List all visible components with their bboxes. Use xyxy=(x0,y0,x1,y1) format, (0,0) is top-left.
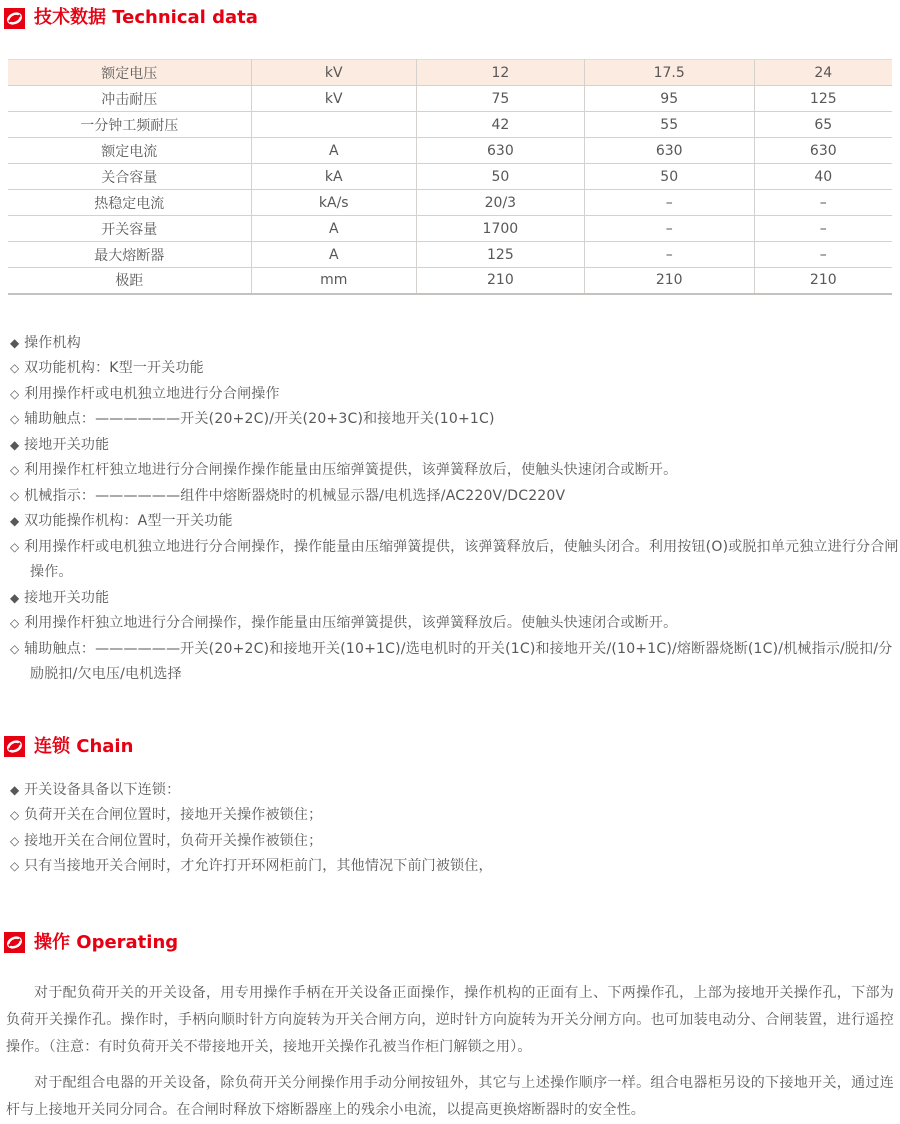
bullet-item xyxy=(10,356,900,382)
table-cell: 210 xyxy=(754,268,892,294)
operating-paragraphs xyxy=(0,980,900,1124)
table-cell: 17.5 xyxy=(584,60,754,86)
bullet-item xyxy=(10,803,900,829)
table-row xyxy=(8,164,892,190)
table-cell: 65 xyxy=(754,112,892,138)
hollow-diamond-icon: ◇ xyxy=(10,641,20,656)
table-cell: 一分钟工频耐压 xyxy=(8,112,251,138)
section-header-operating xyxy=(0,932,900,954)
filled-diamond-icon: ◆ xyxy=(10,437,20,452)
bullet-item xyxy=(10,637,900,688)
paragraph: 对于配负荷开关的开关设备，用专用操作手柄在开关设备正面操作，操作机构的正面有上、下两操作孔，上部为接地开关操作孔，下部为负荷开关操作孔。操作时，手柄向顺时针方向旋转为开关合闸方向，逆时针方向旋转为开关分闸方向。也可加装电动分、合闸装置，进行遥控操作。（注意：有时负荷开关不带接地开关，接地开关操作孔被当作柜门解锁之用）。 xyxy=(6,984,894,1055)
hollow-diamond-icon: ◇ xyxy=(10,361,20,375)
table-cell: 热稳定电流 xyxy=(8,190,251,216)
section-header-chain xyxy=(0,736,900,758)
table-cell: 最大熔断器 xyxy=(8,242,251,268)
section-header-technical-data xyxy=(0,0,900,29)
bullet-item xyxy=(10,484,900,510)
brand-logo-icon xyxy=(4,932,25,953)
bullet-item xyxy=(10,611,900,637)
table-cell: 20/3 xyxy=(416,190,584,216)
bullet-text: 接地开关功能 xyxy=(19,589,110,606)
bullet-item xyxy=(10,535,900,586)
bullet-text: 利用操作杠杆独立地进行分合闸操作操作能量由压缩弹簧提供，该弹簧释放后，使触头快速闭合或断开。 xyxy=(19,462,678,478)
hollow-diamond-icon: ◇ xyxy=(10,808,20,822)
table-cell: 630 xyxy=(584,138,754,164)
filled-diamond-icon: ◆ xyxy=(10,335,20,350)
bullet-text: 利用操作杆或电机独立地进行分合闸操作 xyxy=(19,385,280,402)
bullet-text: 双功能机构：K型一开关功能 xyxy=(19,360,204,376)
bullet-item xyxy=(10,778,900,804)
section-title: 连锁 Chain xyxy=(34,735,134,757)
section-title: 操作 Operating xyxy=(34,931,179,953)
table-row xyxy=(8,268,892,294)
table-cell: 冲击耐压 xyxy=(8,86,251,112)
hollow-diamond-icon: ◇ xyxy=(10,412,20,426)
table-cell: 95 xyxy=(584,86,754,112)
table-cell: – xyxy=(584,190,754,216)
table-cell xyxy=(251,112,416,138)
hollow-diamond-icon: ◇ xyxy=(10,488,20,503)
bullet-text: 只有当接地开关合闸时，才允许打开环网柜前门，其他情况下前门被锁住， xyxy=(19,858,493,874)
table-cell: A xyxy=(251,242,416,268)
hollow-diamond-icon: ◇ xyxy=(10,386,20,401)
filled-diamond-icon: ◆ xyxy=(10,590,20,605)
table-cell: 55 xyxy=(584,112,754,138)
table-cell: 额定电流 xyxy=(8,138,251,164)
table-cell: A xyxy=(251,216,416,242)
table-cell: – xyxy=(584,216,754,242)
table-cell: kA/s xyxy=(251,190,416,216)
bullet-item xyxy=(10,829,900,855)
filled-diamond-icon: ◆ xyxy=(10,782,20,797)
table-cell: 75 xyxy=(416,86,584,112)
table-row xyxy=(8,112,892,138)
bullet-text: 利用操作杆或电机独立地进行分合闸操作，操作能量由压缩弹簧提供，该弹簧释放后，使触头闭合。利用按钮(O)或脱扣单元独立进行分合闸操作。 xyxy=(19,538,899,580)
hollow-diamond-icon: ◇ xyxy=(10,616,20,630)
table-cell: 210 xyxy=(416,268,584,294)
bullet-item xyxy=(10,382,900,408)
table-cell: 125 xyxy=(754,86,892,112)
technical-data-table xyxy=(8,59,892,295)
table-cell: A xyxy=(251,138,416,164)
table-cell: 125 xyxy=(416,242,584,268)
bullet-text: 接地开关在合闸位置时，负荷开关操作被锁住； xyxy=(19,832,323,849)
table-cell: 630 xyxy=(416,138,584,164)
brand-logo-icon xyxy=(4,8,25,29)
table-cell: 关合容量 xyxy=(8,164,251,190)
bullet-item xyxy=(10,331,900,357)
mechanism-list xyxy=(10,331,900,688)
bullet-text: 机械指示：——————组件中熔断器烧时的机械显示器/电机选择/AC220V/DC220V xyxy=(19,487,566,504)
bullet-text: 开关设备具备以下连锁： xyxy=(19,781,181,798)
bullet-item xyxy=(10,407,900,433)
bullet-text: 接地开关功能 xyxy=(19,436,110,453)
filled-diamond-icon: ◆ xyxy=(10,514,20,528)
table-cell: 开关容量 xyxy=(8,216,251,242)
spec-table-body xyxy=(8,60,892,294)
table-row xyxy=(8,86,892,112)
hollow-diamond-icon: ◇ xyxy=(10,463,20,477)
table-cell: 42 xyxy=(416,112,584,138)
bullet-text: 辅助触点：——————开关(20+2C)/开关(20+3C)和接地开关(10+1C) xyxy=(19,411,495,427)
table-cell: 极距 xyxy=(8,268,251,294)
bullet-text: 操作机构 xyxy=(19,334,81,351)
bullet-item xyxy=(10,458,900,484)
bullet-item xyxy=(10,509,900,535)
table-cell: 1700 xyxy=(416,216,584,242)
table-cell: 210 xyxy=(584,268,754,294)
section-title: 技术数据 Technical data xyxy=(34,7,258,28)
chain-list xyxy=(10,778,900,880)
table-cell: kV xyxy=(251,60,416,86)
table-cell: 630 xyxy=(754,138,892,164)
table-cell: 40 xyxy=(754,164,892,190)
bullet-item xyxy=(10,586,900,612)
table-cell: – xyxy=(754,216,892,242)
hollow-diamond-icon: ◇ xyxy=(10,539,20,554)
table-row xyxy=(8,138,892,164)
brand-logo-icon xyxy=(4,736,25,757)
table-cell: 50 xyxy=(416,164,584,190)
table-cell: 12 xyxy=(416,60,584,86)
bullet-text: 利用操作杆独立地进行分合闸操作，操作能量由压缩弹簧提供，该弹簧释放后。使触头快速闭合或断开。 xyxy=(19,615,678,631)
bullet-item xyxy=(10,854,900,880)
table-cell: mm xyxy=(251,268,416,294)
paragraph: 对于配组合电器的开关设备，除负荷开关分闸操作用手动分闸按钮外，其它与上述操作顺序一样。组合电器柜另设的下接地开关，通过连杆与上接地开关同分同合。在合闸时释放下熔断器座上的残余小电流，以提高更换熔断器时的安全性。 xyxy=(6,1074,894,1118)
table-row xyxy=(8,242,892,268)
table-row xyxy=(8,190,892,216)
bullet-text: 双功能操作机构：A型一开关功能 xyxy=(19,513,233,529)
table-cell: – xyxy=(754,190,892,216)
table-cell: kA xyxy=(251,164,416,190)
bullet-text: 辅助触点：——————开关(20+2C)和接地开关(10+1C)/选电机时的开关(1C)和接地开关/(10+1C)/熔断器烧断(1C)/机械指示/脱扣/分励脱扣/欠电压/电机选择 xyxy=(19,640,893,682)
table-row xyxy=(8,60,892,86)
hollow-diamond-icon: ◇ xyxy=(10,859,20,873)
bullet-item xyxy=(10,433,900,459)
bullet-text: 负荷开关在合闸位置时，接地开关操作被锁住； xyxy=(19,807,323,823)
hollow-diamond-icon: ◇ xyxy=(10,833,20,848)
table-cell: 50 xyxy=(584,164,754,190)
table-cell: 24 xyxy=(754,60,892,86)
table-cell: 额定电压 xyxy=(8,60,251,86)
table-cell: – xyxy=(584,242,754,268)
table-cell: – xyxy=(754,242,892,268)
table-row xyxy=(8,216,892,242)
table-cell: kV xyxy=(251,86,416,112)
